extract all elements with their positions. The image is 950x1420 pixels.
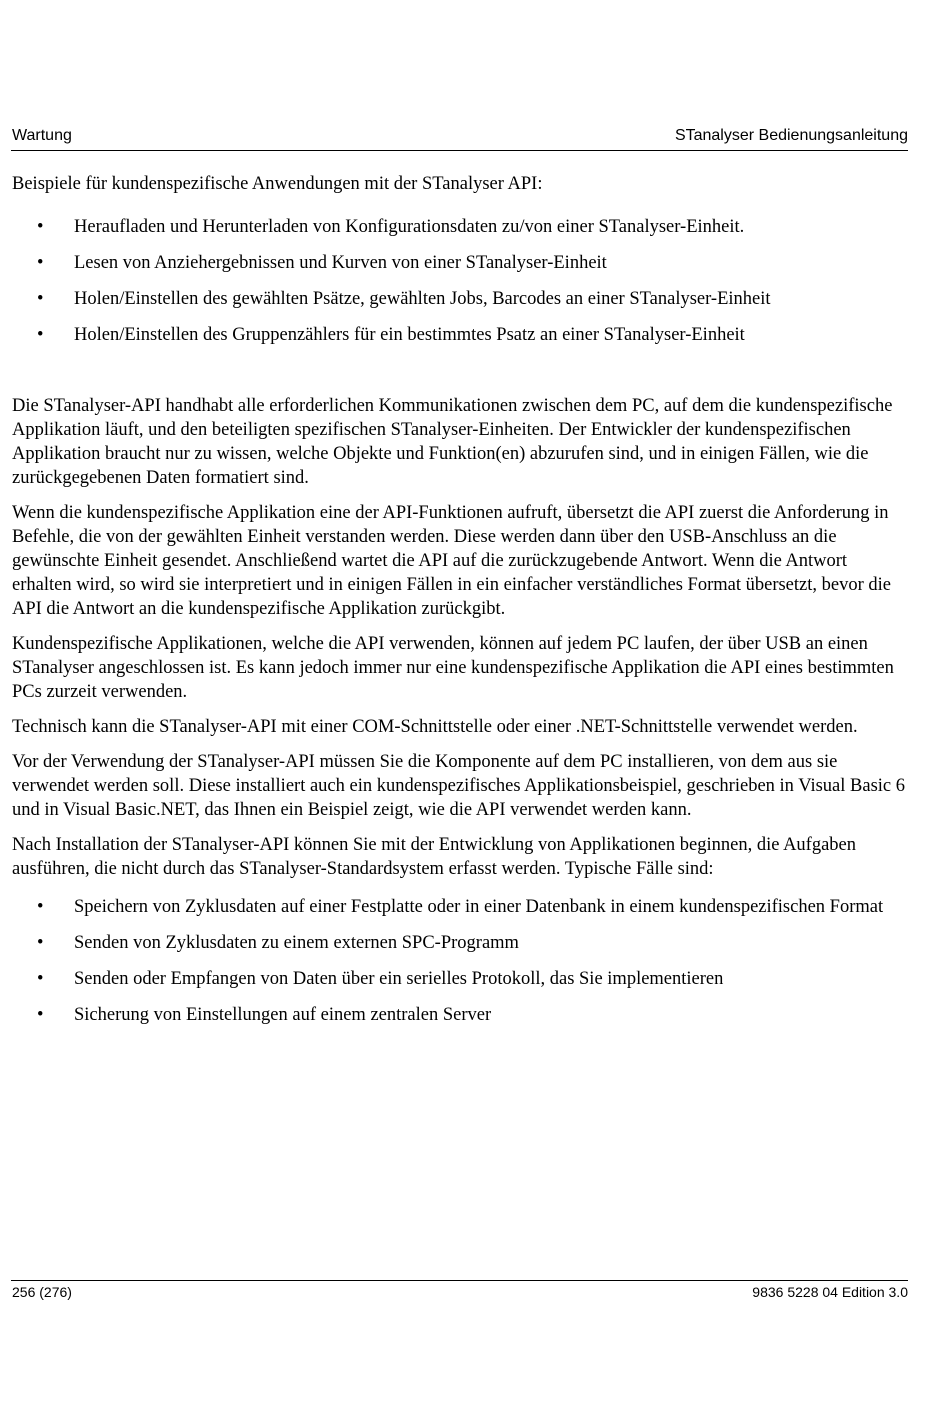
page-content — [12, 172, 908, 1039]
list-item-text: Holen/Einstellen des gewählten Psätze, gewählten Jobs, Barcodes an einer STanalyser-Einheit — [74, 289, 771, 309]
list-item-text: Lesen von Anziehergebnissen und Kurven von einer STanalyser-Einheit — [74, 253, 607, 273]
header-document-title: STanalyser Bedienungsanleitung — [674, 127, 908, 144]
bullet-icon: • — [37, 969, 44, 989]
page-footer — [11, 1280, 908, 1305]
bullet-icon: • — [37, 253, 44, 273]
intro-paragraph: Beispiele für kundenspezifische Anwendungen mit der STanalyser API: — [12, 174, 543, 194]
bullet-icon: • — [37, 1005, 44, 1025]
page-number: 256 (276) — [12, 1284, 72, 1300]
list-item — [12, 323, 908, 347]
list-item-text: Speichern von Zyklusdaten auf einer Festplatte oder in einer Datenbank in einem kundenspezifischen Format — [74, 897, 884, 917]
list-item-text: Senden oder Empfangen von Daten über ein serielles Protokoll, das Sie implementieren — [74, 969, 724, 989]
list-item — [12, 215, 908, 239]
body-paragraph: Wenn die kundenspezifische Applikation eine der API-Funktionen aufruft, übersetzt die API zuerst die Anforderung in Befehle, die von der gewählten Einheit verstanden werden. Diese werden dann über den USB-Anschluss an die gewünschte Einheit gesendet. Anschließend wartet die API auf die zurückzugebende Antwort. Wenn die Antwort erhalten wird, so wird sie interpretiert und in einigen Fällen in ein einfacher verständliches Format übersetzt, bevor die API die Antwort an die kundenspezifische Applikation zurückgibt. — [12, 503, 891, 619]
body-paragraph: Nach Installation der STanalyser-API können Sie mit der Entwicklung von Applikationen beginnen, die Aufgaben ausführen, die nicht durch das STanalyser-Standardsystem erfasst werden. Typische Fälle sind: — [12, 835, 857, 879]
list-item-text: Holen/Einstellen des Gruppenzählers für ein bestimmtes Psatz an einer STanalyser-Einheit — [74, 325, 745, 345]
header-section-title: Wartung — [12, 127, 72, 144]
bullet-icon: • — [37, 217, 44, 237]
body-paragraph: Kundenspezifische Applikationen, welche die API verwenden, können auf jedem PC laufen, der über USB an einen STanalyser angeschlossen ist. Es kann jedoch immer nur eine kundenspezifische Applikation die API eines bestimmten PCs zurzeit verwenden. — [12, 634, 894, 702]
list-item-text: Senden von Zyklusdaten zu einem externen SPC-Programm — [74, 933, 519, 953]
body-paragraph: Die STanalyser-API handhabt alle erforderlichen Kommunikationen zwischen dem PC, auf dem die kundenspezifische Applikation läuft, und den beteiligten spezifischen STanalyser-Einheiten. Der Entwickler der kundenspezifischen Applikation braucht nur zu wissen, welche Objekte und Funktion(en) abzurufen sind, und in einigen Fällen, wie die zurückgegebenen Daten formatiert sind. — [12, 396, 893, 488]
typical-cases-list — [12, 895, 908, 1027]
list-item — [12, 895, 908, 919]
list-item — [12, 251, 908, 275]
list-item — [12, 967, 908, 991]
list-item-text: Sicherung von Einstellungen auf einem zentralen Server — [74, 1005, 492, 1025]
body-paragraph: Vor der Verwendung der STanalyser-API müssen Sie die Komponente auf dem PC installieren, von dem aus sie verwendet werden soll. Diese installiert auch ein kundenspezifisches Applikationsbeispiel, geschrieben in Visual Basic 6 und in Visual Basic.NET, das Ihnen ein Beispiel zeigt, wie die API verwendet werden kann. — [12, 752, 905, 820]
bullet-icon: • — [37, 325, 44, 345]
document-edition: 9836 5228 04 Edition 3.0 — [752, 1284, 908, 1300]
list-item — [12, 1003, 908, 1027]
page-header — [11, 126, 908, 151]
bullet-icon: • — [37, 933, 44, 953]
body-paragraph: Technisch kann die STanalyser-API mit einer COM-Schnittstelle oder einer .NET-Schnittstelle verwendet werden. — [12, 717, 858, 737]
list-item — [12, 931, 908, 955]
api-examples-list — [12, 215, 908, 347]
list-item — [12, 287, 908, 311]
bullet-icon: • — [37, 289, 44, 309]
bullet-icon: • — [37, 897, 44, 917]
list-item-text: Heraufladen und Herunterladen von Konfigurationsdaten zu/von einer STanalyser-Einheit. — [74, 217, 745, 237]
